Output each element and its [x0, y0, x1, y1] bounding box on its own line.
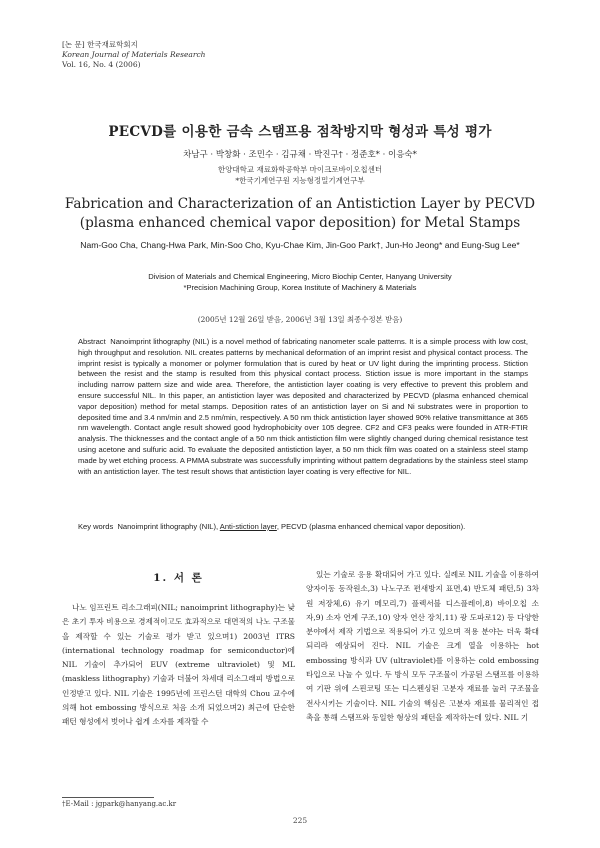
english-authors: Nam-Goo Cha, Chang-Hwa Park, Min-Soo Cho, Kyu-Chae Kim, Jin-Goo Park†, Jun-Ho Jeong* and Eung-Sug Lee*: [80, 240, 520, 250]
abstract-text: Nanoimprint lithography (NIL) is a novel method of fabricating nanometer scale patterns. It is a simple process with low cost, high throughput and resolution. NIL creates patterns by mechanical deformation of an imprint resist and physical contact process. The imprint resist is typically a monomer or polymer formulation that is cured by heat or UV light during the imprinting process. Stiction between the resist and the stamp is resulted from this physical contact process. Stiction issue is more important in the stamps including narrow pattern size and wide area. Therefore, the antistiction layer coating is very effective to prevent this problem and ensure successful NIL. In this paper, an antistiction layer was deposited and characterized by PECVD (plasma enhanced chemical vapor deposition) method for metal stamps. Deposition rates of an antistiction layer on Si and Ni substrates were in proportion to deposited time and 3.4 nm/min and 2.5 nm/min, respectively. A 50 nm thick antistiction layer showed 90% relative transmittance at 365 nm wavelength. Contact angle result showed good hydrophobicity over 105 degree. CF2 and CF3 peaks were founded in ATR-FTIR analysis. The thicknesses and the contact angle of a 50 nm thick antistiction film were slightly changed during chemical resistance test using acetone and sulfuric acid. To evaluate the deposited antistiction layer, a 50 nm thick film was coated on a stainless steel stamp made by wet etching process. A PMMA substrate was successfully imprinting without pattern degradations by the stainless steel stamp with an antistiction layer. The test result shows that antistiction layer coating is very effective for NIL.: [78, 337, 528, 476]
footnote-divider: [62, 797, 154, 798]
korean-affiliation-2: *한국기계연구원 지능형정밀기계연구부: [235, 176, 365, 185]
journal-english-name: Korean Journal of Materials Research: [62, 50, 206, 59]
korean-authors: 차남구 · 박창화 · 조민수 · 김규채 · 박진구† · 정준호* · 이응숙*: [183, 150, 417, 160]
english-affiliation-1: Division of Materials and Chemical Engineering, Micro Biochip Center, Hanyang University: [148, 272, 452, 281]
english-affiliations: [40, 271, 560, 293]
section-heading-introduction: 1. 서 론: [153, 572, 204, 584]
abstract-label: Abstract: [78, 337, 106, 346]
footnote-email: †E-Mail : jgpark@hanyang.ac.kr: [62, 800, 177, 808]
keywords-post: , PECVD (plasma enhanced chemical vapor deposition).: [276, 522, 466, 531]
keywords-underlined: Anti-stiction layer: [219, 522, 277, 531]
journal-korean-name: [논 문] 한국재료학회지: [62, 40, 138, 49]
keywords-pre: Nanoimprint lithography (NIL),: [117, 522, 219, 531]
left-column: [62, 565, 295, 730]
right-column-text: 있는 기술로 응용 확대되어 가고 있다. 실례로 NIL 기술을 이용하여 양자이동 동작원소,3) 나노구조 편새방지 표면,4) 반도체 패턴,5) 3차원 저장체,6) 유기 메모리,7) 플렉서블 디스플레이,8) 바이오칩 소자,9) 소자 연계 구조,10) 양자 연산 장치,11) 광 도파로12) 등 다양한 분야에서 제작 기법으로 적용되어 가고 있으며 적용 분야는 더욱 확대 되리라 예상되어 진다. NIL 기술은 크게 열을 이용하는 hot embossing 방식과 UV (ultraviolet)를 이용하는 cold embossing 타입으로 나눌 수 있다. 두 방식 모두 구조물이 가공된 스탬프를 이용하여 기판 위에 스핀코팅 또는 디스펜싱된 고분자 재료를 눌러 구조물을 전사시키는 기술이다. NIL 기술의 핵심은 고분자 재료를 물리적인 접촉을 통해 스탬프와 동일한 형상의 패턴을 제작하는데 있다. NIL 기: [306, 570, 539, 722]
keywords-block: [78, 521, 528, 532]
page-number: 225: [292, 816, 308, 825]
korean-affiliations: [0, 164, 600, 186]
journal-volume: Vol. 16, No. 4 (2006): [62, 60, 141, 69]
english-title: Fabrication and Characterization of an Antistiction Layer by PECVD (plasma enhanced chemical vapor deposition) for Metal Stamps: [64, 196, 536, 231]
right-column: [306, 568, 539, 725]
keywords-label: Key words: [78, 522, 114, 531]
abstract-block: [78, 337, 528, 477]
korean-affiliation-1: 한양대학교 재료화학공학부 마이크로바이오칩센터: [217, 165, 383, 174]
received-dates: (2005년 12월 26일 받음, 2006년 3월 13일 최종수정본 받음): [197, 315, 403, 324]
left-column-text: 나노 임프린트 리소그래피(NIL; nanoimprint lithography)는 낮은 초기 투자 비용으로 경제적이고도 효과적으로 대면적의 나노 구조물을 제작할 수 있는 기술로 평가 받고 있으며1) 2003년 ITRS (international technology roadmap for semiconductor)에 NIL 기술이 추가되어 EUV (extreme ultraviolet) 및 ML (maskless lithography) 기술과 더불어 차세대 리소그래피 방법으로 인정받고 있다. NIL 기술은 1995년에 프린스턴 대학의 Chou 교수에 의해 hot embossing 방식으로 처음 소개 되었으며2) 최근에 단순한 패턴 형성에서 벗어나 쉽게 소자를 제작할 수: [62, 603, 295, 727]
english-affiliation-2: *Precision Machining Group, Korea Institute of Machinery & Materials: [183, 283, 417, 292]
journal-header: [62, 40, 205, 70]
korean-title: PECVD를 이용한 금속 스탬프용 점착방지막 형성과 특성 평가: [108, 124, 492, 140]
